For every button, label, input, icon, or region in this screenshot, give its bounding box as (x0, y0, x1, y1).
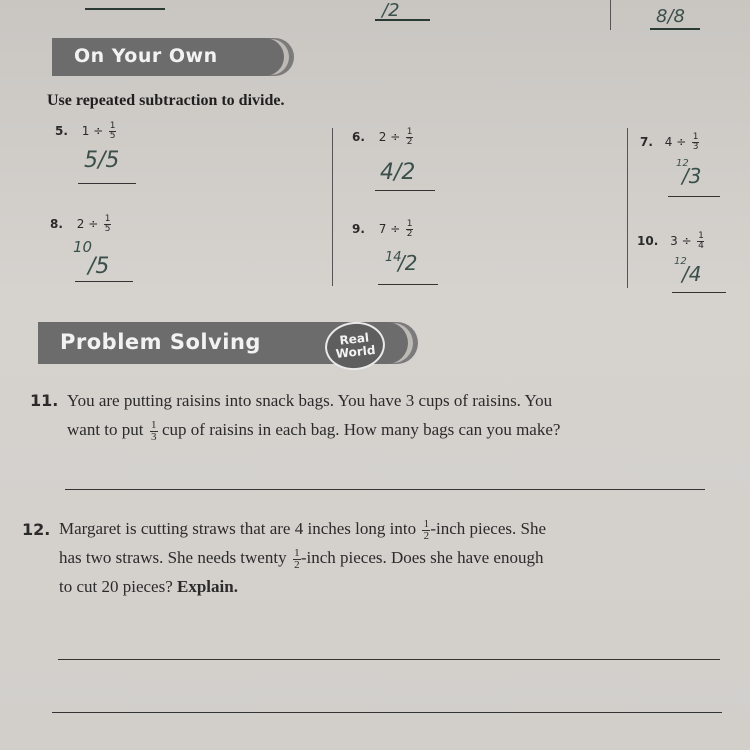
question-11-line-1: You are putting raisins into snack bags. You have 3 cups of raisins. You (67, 391, 553, 410)
question-12-number: 12. (22, 520, 51, 539)
problem-8 (50, 215, 111, 234)
dividend: 3 (670, 234, 678, 248)
dividend: 7 (378, 222, 387, 236)
problem-number: 6. (352, 130, 365, 144)
operator: ÷ (676, 135, 687, 149)
question-12-line-3: to cut 20 pieces? Explain. (59, 577, 238, 596)
answer-line-10 (672, 292, 726, 293)
divisor-fraction: $\frac{1}{5}$ (104, 214, 111, 234)
divisor-fraction: $\frac{1}{4}$ (698, 231, 704, 251)
question-12-line-2: has two straws. She needs twenty $\frac{1}{2}$ -inch pieces. Does she have enough (59, 546, 544, 571)
badge-line-1: Real (338, 330, 370, 348)
answer-9-top: 14 (385, 250, 402, 265)
dividend: 2 (378, 130, 387, 144)
dividend: 4 (664, 135, 673, 149)
operator: ÷ (88, 217, 99, 231)
problem-number: 5. (55, 124, 68, 138)
fraction: $\frac{1}{2}$ (294, 546, 300, 571)
answer-7: /3 (682, 164, 702, 188)
answer-8: /5 (88, 254, 110, 279)
top-answer-line-3 (650, 28, 700, 30)
question-11-number: 11. (30, 391, 59, 410)
explain-label: Explain. (177, 577, 238, 596)
dividend: 2 (76, 217, 85, 231)
answer-line-11 (65, 489, 705, 490)
top-answer-line-1 (85, 8, 165, 10)
operator: ÷ (681, 234, 692, 248)
operator: ÷ (93, 124, 104, 138)
fraction: $\frac{1}{2}$ (423, 517, 430, 542)
divisor-fraction: $\frac{1}{5}$ (109, 121, 116, 141)
fraction: $\frac{1}{3}$ (151, 418, 157, 443)
question-12-line-1: Margaret is cutting straws that are 4 inches long into $\frac{1}{2}$ -inch pieces. She (59, 517, 546, 542)
badge-line-2: World (335, 342, 377, 362)
problem-number: 8. (50, 217, 63, 231)
problem-6 (352, 128, 413, 147)
top-divider (610, 0, 611, 30)
problem-9 (352, 220, 413, 239)
problem-7 (640, 133, 699, 152)
problem-10 (637, 232, 704, 251)
answer-7-top: 12 (676, 158, 689, 169)
divisor-fraction: $\frac{1}{3}$ (692, 132, 699, 152)
answer-line-6 (375, 190, 435, 191)
column-divider-2 (627, 128, 628, 288)
operator: ÷ (390, 130, 401, 144)
question-12-text (59, 514, 729, 601)
divisor-fraction: $\frac{1}{2}$ (406, 127, 413, 147)
problem-5 (55, 122, 116, 141)
top-answer-2: /2 (382, 0, 400, 21)
answer-line-8 (75, 281, 133, 282)
answer-5: 5/5 (84, 148, 120, 173)
answer-8-top: 10 (73, 238, 93, 256)
divisor-fraction: $\frac{1}{2}$ (406, 219, 413, 239)
top-answer-3: 8/8 (656, 6, 685, 27)
answer-line-12b (52, 712, 722, 713)
operator: ÷ (390, 222, 401, 236)
answer-9: /2 (398, 251, 418, 275)
instruction-text: Use repeated subtraction to divide. (47, 92, 285, 109)
on-your-own-banner (52, 38, 284, 76)
problem-number: 7. (640, 135, 653, 149)
problem-number: 10. (637, 234, 659, 248)
column-divider-1 (332, 128, 333, 286)
answer-10-top: 12 (674, 256, 687, 267)
answer-10: /4 (682, 262, 702, 286)
dividend: 1 (81, 124, 90, 138)
answer-6: 4/2 (380, 160, 416, 185)
answer-line-7 (668, 196, 720, 197)
question-11-line-2: want to put $\frac{1}{3}$ cup of raisins in each bag. How many bags can you make? (67, 418, 561, 443)
on-your-own-title: On Your Own (74, 45, 218, 67)
answer-line-12a (58, 659, 720, 660)
answer-line-5 (78, 183, 136, 184)
answer-line-9 (378, 284, 438, 285)
question-11-text (67, 386, 727, 444)
problem-number: 9. (352, 222, 365, 236)
problem-solving-title: Problem Solving (60, 330, 261, 354)
